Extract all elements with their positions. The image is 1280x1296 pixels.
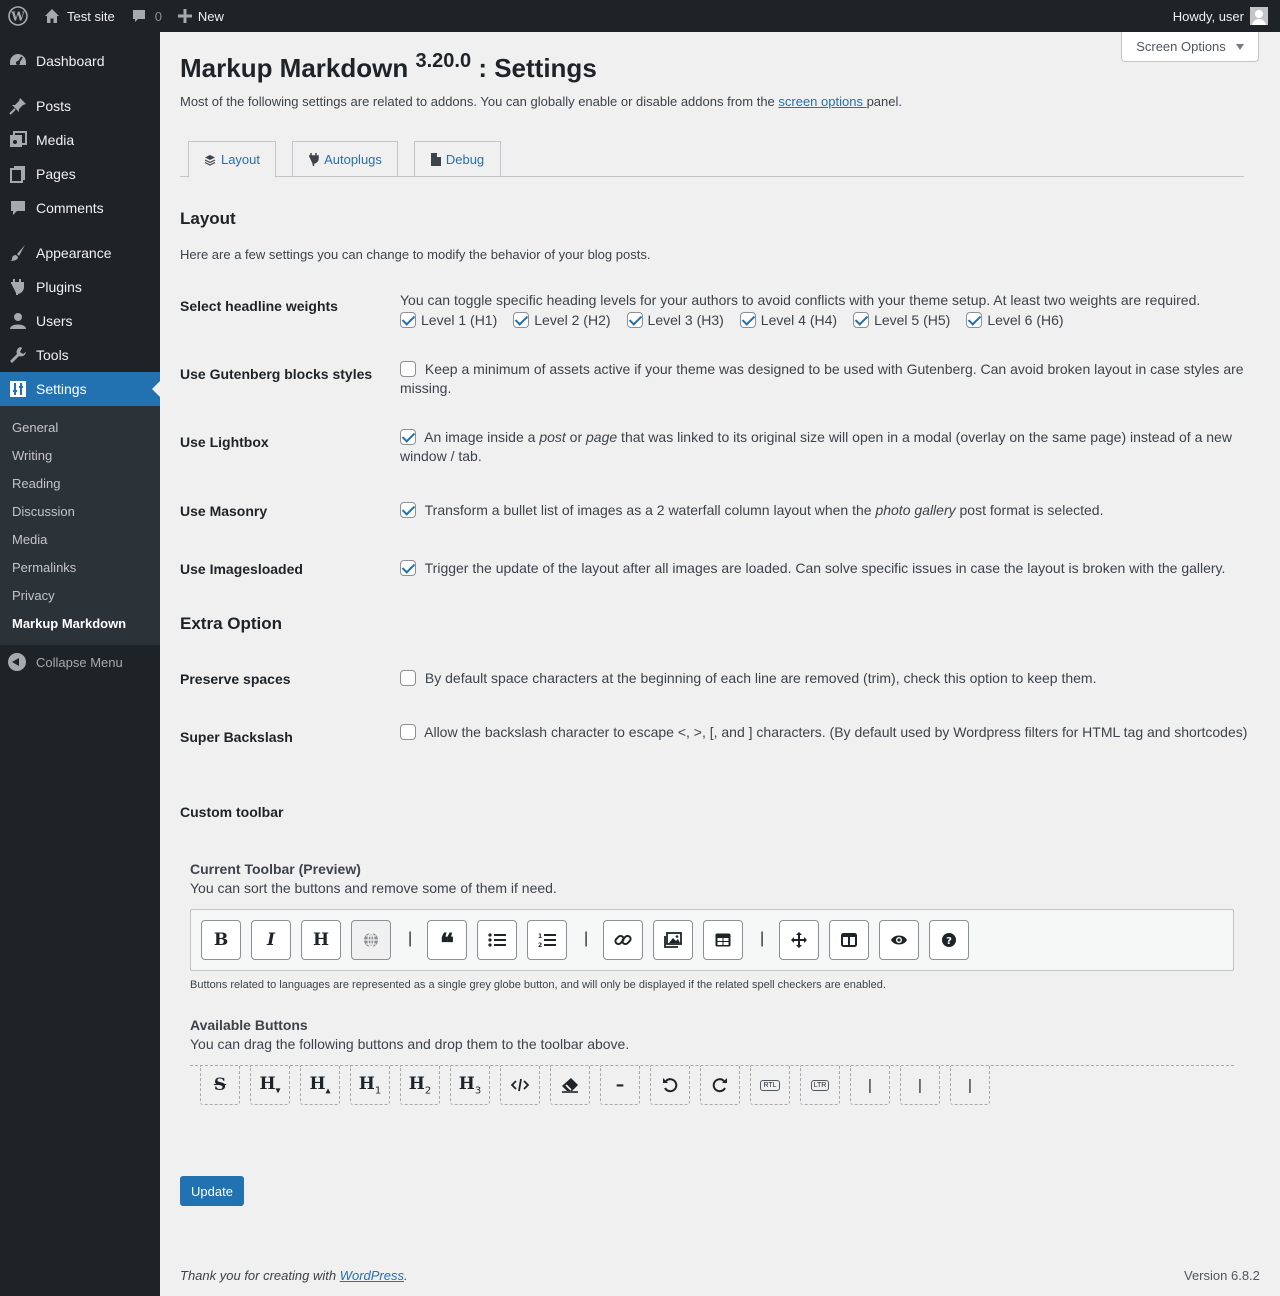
sidebar-item-label: Dashboard <box>36 53 105 69</box>
move-arrows-icon <box>791 932 807 948</box>
italic-button[interactable] <box>251 920 291 960</box>
settings-tabs <box>180 141 1244 177</box>
toolbar-separator: | <box>760 930 765 947</box>
lightbox-field: An image inside a post or page that was linked to its original size will open in a modal (overlay on the same page) instead of a new window / tab. <box>400 429 1232 464</box>
globe-icon <box>363 932 379 948</box>
media-icon <box>8 130 28 150</box>
sidebar-item-label: Comments <box>36 200 104 216</box>
site-name-link[interactable] <box>36 0 123 32</box>
link-icon <box>614 931 632 949</box>
level-2-option[interactable]: Level 2 (H2) <box>513 311 610 330</box>
strikethrough-icon: S <box>213 1075 227 1095</box>
ordered-list-button[interactable] <box>527 920 567 960</box>
level-3-option[interactable]: Level 3 (H3) <box>627 311 724 330</box>
collapse-menu-button[interactable] <box>0 645 160 679</box>
collapse-label: Collapse Menu <box>36 654 123 670</box>
level-4-checkbox[interactable] <box>740 312 756 328</box>
current-toolbar-title: Current Toolbar (Preview) <box>190 861 361 877</box>
sidebar-item-users[interactable] <box>0 304 160 338</box>
masonry-checkbox[interactable] <box>400 502 416 518</box>
level-1-option[interactable]: Level 1 (H1) <box>400 311 497 330</box>
comment-icon <box>131 8 147 24</box>
redo-icon <box>712 1077 728 1093</box>
sidebar-item-tools[interactable] <box>0 338 160 372</box>
main-content <box>160 32 1280 1296</box>
tab-label: Layout <box>220 152 261 167</box>
current-toolbar-description: You can sort the buttons and remove some of them if need. <box>190 880 557 896</box>
comment-icon <box>8 198 28 218</box>
sidebar-item-label: Users <box>36 313 73 329</box>
horizontal-rule-button[interactable] <box>600 1066 640 1105</box>
headline-levels <box>400 311 1250 330</box>
intro-text: Most of the following settings are related to addons. You can globally enable or disable addons from the screen options panel. <box>180 94 902 109</box>
question-icon <box>941 932 957 948</box>
screen-options-link[interactable]: screen options <box>778 94 867 109</box>
rtl-icon: RTL <box>760 1080 779 1091</box>
sidebar-item-label: Pages <box>36 166 76 182</box>
lightbox-checkbox[interactable] <box>400 429 416 445</box>
heading-smaller-button[interactable] <box>250 1066 290 1105</box>
help-button[interactable] <box>929 920 969 960</box>
columns-icon <box>841 933 857 947</box>
wordpress-link[interactable]: WordPress <box>339 1268 404 1283</box>
heading-bigger-icon: $H_▴$ <box>309 1073 331 1097</box>
headline-weights-label: Select headline weights <box>180 298 338 314</box>
chevron-down-icon <box>1236 44 1244 50</box>
level-5-checkbox[interactable] <box>853 312 869 328</box>
sidebar-item-posts[interactable] <box>0 89 160 123</box>
ltr-icon: LTR <box>811 1080 830 1091</box>
separator-icon: | <box>868 1076 872 1094</box>
imagesloaded-label: Use Imagesloaded <box>180 561 303 577</box>
layout-heading: Layout <box>180 209 236 228</box>
wrench-icon <box>8 345 28 365</box>
heading-1-button[interactable] <box>350 1066 390 1105</box>
plus-icon <box>178 9 192 23</box>
new-label: New <box>197 8 224 24</box>
sidebar-item-comments[interactable] <box>0 191 160 225</box>
submenu-item-discussion[interactable]: Discussion <box>12 503 75 519</box>
file-icon <box>431 153 441 166</box>
quote-button[interactable] <box>427 920 467 960</box>
italic-icon: I <box>267 930 275 950</box>
sidebar-item-label: Tools <box>36 347 69 363</box>
dashboard-icon <box>8 51 28 71</box>
svg-text:2: 2 <box>538 942 543 948</box>
eraser-icon <box>561 1077 579 1093</box>
heading-bigger-button[interactable] <box>300 1066 340 1105</box>
plugin-icon <box>8 277 28 297</box>
sliders-icon <box>8 379 28 399</box>
super-backslash-checkbox[interactable] <box>400 724 416 740</box>
eye-icon <box>890 934 908 946</box>
sidebar-item-dashboard[interactable] <box>0 44 160 78</box>
brush-icon <box>8 243 28 263</box>
sidebar-item-plugins[interactable] <box>0 270 160 304</box>
separator-button[interactable] <box>850 1066 890 1105</box>
undo-icon <box>662 1077 678 1093</box>
link-button[interactable] <box>603 920 643 960</box>
sidebar-item-label: Media <box>36 132 75 148</box>
footer-thanks: Thank you for creating with WordPress. <box>180 1268 408 1283</box>
masonry-field: Transform a bullet list of images as a 2 waterfall column layout when the photo gallery post format is selected. <box>400 501 1250 520</box>
tab-debug[interactable] <box>414 141 501 177</box>
comments-count: 0 <box>154 8 162 24</box>
tab-autoplugs[interactable] <box>292 141 398 177</box>
submenu-item-media[interactable]: Media <box>12 531 48 547</box>
heading-3-icon: $H_3$ <box>458 1073 482 1097</box>
admin-bar <box>0 0 1280 32</box>
sidebar-item-label: Plugins <box>36 279 82 295</box>
heading-smaller-icon: $H_▾$ <box>259 1073 281 1097</box>
clean-block-button[interactable] <box>550 1066 590 1105</box>
preserve-spaces-field: By default space characters at the beginning of each line are removed (trim), check this option to keep them. <box>400 669 1250 688</box>
gutenberg-field <box>400 360 1250 398</box>
heading-button[interactable] <box>301 920 341 960</box>
available-buttons-title: Available Buttons <box>190 1017 308 1033</box>
submenu-item-writing[interactable]: Writing <box>12 447 53 463</box>
tab-layout[interactable] <box>188 141 276 178</box>
imagesloaded-field: Trigger the update of the layout after all images are loaded. Can solve specific issues in case the layout is broken with the gallery. <box>400 559 1250 578</box>
code-button[interactable] <box>500 1066 540 1105</box>
layers-icon <box>204 154 216 166</box>
user-icon <box>8 311 28 331</box>
numbered-list-icon <box>538 932 556 948</box>
sidebar-item-label: Appearance <box>36 245 112 261</box>
wordpress-logo-icon[interactable] <box>0 0 36 32</box>
sidebar-item-label: Settings <box>36 381 87 397</box>
toolbar-separator: | <box>584 930 589 947</box>
strikethrough-button[interactable] <box>200 1066 240 1105</box>
new-content-link[interactable] <box>170 0 232 32</box>
level-4-option[interactable]: Level 4 (H4) <box>740 311 837 330</box>
avatar <box>1250 7 1268 25</box>
submenu-item-privacy[interactable]: Privacy <box>12 587 55 603</box>
heading-icon: H <box>312 930 330 950</box>
bold-icon: B <box>213 930 229 950</box>
undo-button[interactable] <box>650 1066 690 1105</box>
pages-icon <box>8 164 28 184</box>
level-1-checkbox[interactable] <box>400 312 416 328</box>
images-icon <box>664 932 682 948</box>
separator-button[interactable] <box>950 1066 990 1105</box>
screen-options-label: Screen Options <box>1136 39 1226 54</box>
heading-2-icon: $H_2$ <box>408 1073 432 1097</box>
side-by-side-button[interactable] <box>829 920 869 960</box>
code-icon <box>511 1078 529 1092</box>
sidebar-item-label: Posts <box>36 98 72 114</box>
submenu-item-reading[interactable]: Reading <box>12 475 61 491</box>
minus-icon: – <box>615 1075 625 1095</box>
bold-button[interactable] <box>201 920 241 960</box>
separator-button[interactable] <box>900 1066 940 1105</box>
sidebar-item-pages[interactable] <box>0 157 160 191</box>
settings-submenu <box>0 406 160 645</box>
heading-1-icon: $H_1$ <box>358 1073 382 1097</box>
table-icon <box>715 933 731 947</box>
rtl-button[interactable] <box>750 1066 790 1105</box>
gutenberg-checkbox[interactable] <box>400 361 416 377</box>
custom-toolbar-label: Custom toolbar <box>180 804 284 820</box>
unordered-list-button[interactable] <box>477 920 517 960</box>
heading-3-button[interactable] <box>450 1066 490 1105</box>
lightbox-label: Use Lightbox <box>180 434 269 450</box>
separator-icon: | <box>918 1076 922 1094</box>
footer-version: Version 6.8.2 <box>1184 1268 1260 1283</box>
bullet-list-icon <box>488 933 506 947</box>
language-button[interactable] <box>351 920 391 960</box>
svg-text:?: ? <box>946 936 952 947</box>
level-2-checkbox[interactable] <box>513 312 529 328</box>
layout-description: Here are a few settings you can change to modify the behavior of your blog posts. <box>180 247 651 262</box>
toolbar-separator: | <box>408 930 413 947</box>
svg-text:1: 1 <box>538 933 543 940</box>
separator-icon: | <box>968 1076 972 1094</box>
submenu-item-markup-markdown[interactable]: Markup Markdown <box>12 615 127 631</box>
admin-sidebar <box>0 32 160 1296</box>
preview-button[interactable] <box>879 920 919 960</box>
svg-text:W: W <box>11 9 25 24</box>
plug-icon <box>308 153 319 166</box>
version-number: 3.20.0 <box>415 50 472 72</box>
quote-icon: ❝ <box>440 929 454 959</box>
tab-label: Autoplugs <box>324 151 382 167</box>
site-name: Test site <box>67 8 115 24</box>
super-backslash-label: Super Backslash <box>180 729 293 745</box>
extra-option-heading: Extra Option <box>180 614 283 633</box>
submenu-item-permalinks[interactable]: Permalinks <box>12 559 77 575</box>
howdy-text: Howdy, user <box>1172 8 1244 24</box>
home-icon <box>44 8 60 24</box>
submenu-item-general[interactable]: General <box>12 419 59 435</box>
gutenberg-description: Keep a minimum of assets active if your theme was designed to be used with Gutenberg. Can avoid broken layout in case styles are missing. <box>400 361 1244 396</box>
gutenberg-label: Use Gutenberg blocks styles <box>180 366 373 382</box>
preserve-spaces-label: Preserve spaces <box>180 671 291 687</box>
available-buttons <box>190 1065 1234 1110</box>
pin-icon <box>8 96 28 116</box>
super-backslash-field: Allow the backslash character to escape <, >, [, and ] characters. (By default used by Wordpress filters for HTML tag and shortcodes) <box>400 723 1250 742</box>
available-buttons-description: You can drag the following buttons and drop them to the toolbar above. <box>190 1036 630 1052</box>
tab-label: Debug <box>445 151 485 167</box>
ltr-button[interactable] <box>800 1066 840 1105</box>
level-5-option[interactable]: Level 5 (H5) <box>853 311 950 330</box>
masonry-label: Use Masonry <box>180 503 268 519</box>
sidebar-item-settings[interactable] <box>0 372 160 406</box>
headline-weights-field <box>400 291 1250 330</box>
image-button[interactable] <box>653 920 693 960</box>
headline-weights-description: You can toggle specific heading levels for your authors to avoid conflicts with your theme setup. At least two weights are required. <box>400 292 1201 308</box>
table-button[interactable] <box>703 920 743 960</box>
level-6-option[interactable]: Level 6 (H6) <box>966 311 1063 330</box>
screen-options-button[interactable] <box>1121 32 1259 62</box>
preserve-spaces-checkbox[interactable] <box>400 670 416 686</box>
collapse-icon <box>8 653 26 671</box>
update-button[interactable]: Update <box>180 1176 244 1206</box>
redo-button[interactable] <box>700 1066 740 1105</box>
heading-2-button[interactable] <box>400 1066 440 1105</box>
sidebar-item-media[interactable] <box>0 123 160 157</box>
current-toolbar <box>190 909 1234 971</box>
comments-link[interactable] <box>123 0 170 32</box>
fullscreen-button[interactable] <box>779 920 819 960</box>
my-account-link[interactable] <box>1165 0 1280 32</box>
imagesloaded-checkbox[interactable] <box>400 560 416 576</box>
sidebar-item-appearance[interactable] <box>0 236 160 270</box>
toolbar-note: Buttons related to languages are represented as a single grey globe button, and will only be displayed if the related spell checkers are enabled. <box>190 979 886 991</box>
page-title: Markup Markdown $^{3.20.0}$ : Settings <box>180 50 597 83</box>
level-3-checkbox[interactable] <box>627 312 643 328</box>
level-6-checkbox[interactable] <box>966 312 982 328</box>
